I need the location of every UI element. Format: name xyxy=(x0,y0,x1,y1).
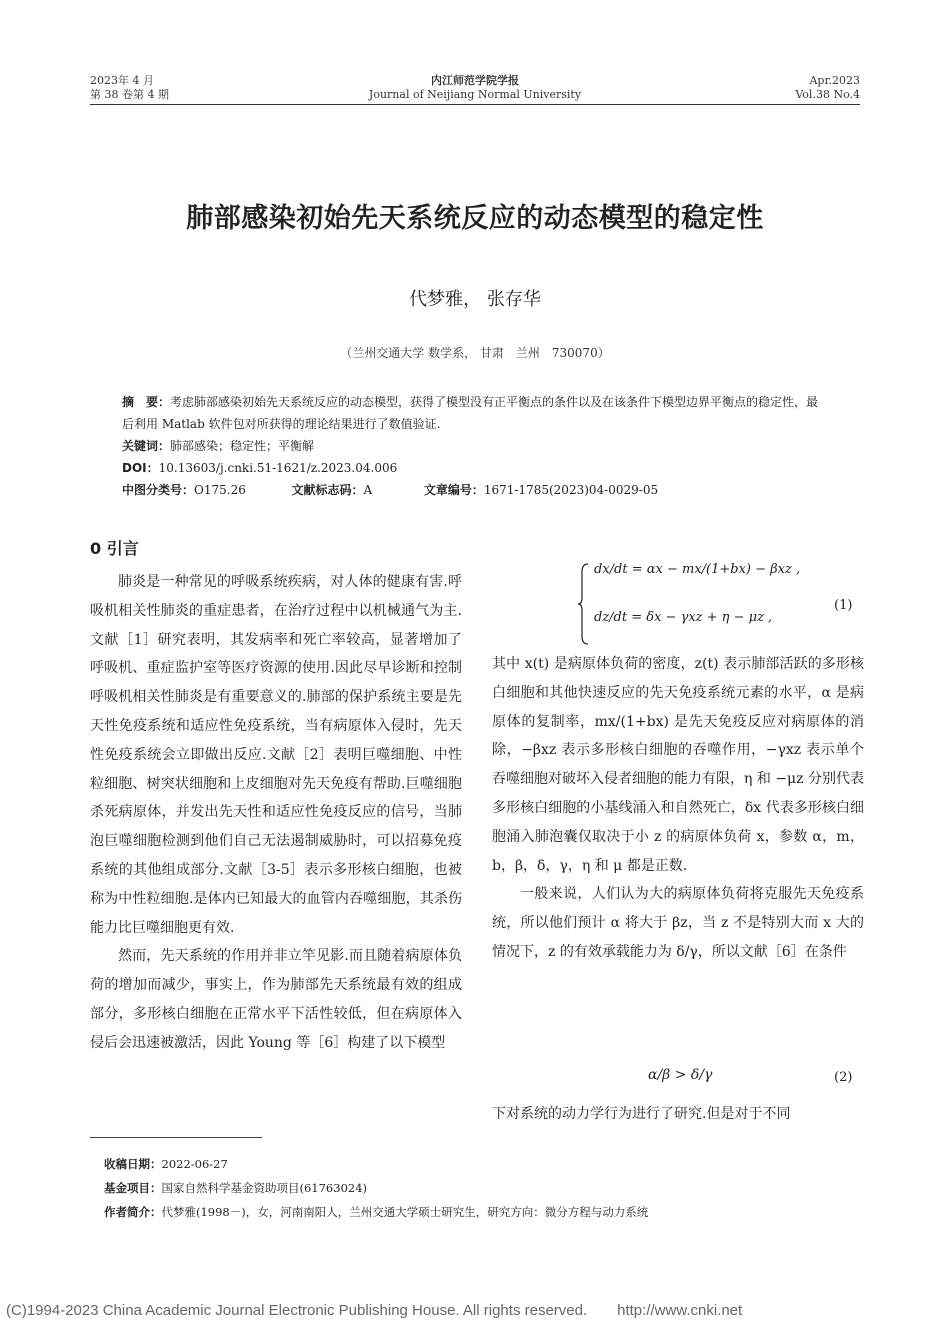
equation-2-number: (2) xyxy=(834,1070,853,1085)
header-rule xyxy=(90,104,860,105)
header-date: 2023年 4 月 xyxy=(90,74,154,87)
assumption-paragraph: 一般来说，人们认为大的病原体负荷将克服先天免疫系统，所以他们预计 α 将大于 βz，当 z 不是特别大而 x 大的情况下，z 的有效承载能力为 δ/γ，所以文献［6］在条件 xyxy=(492,886,864,960)
footnote-rule xyxy=(90,1137,262,1138)
doc-code-label: 文献标志码： xyxy=(291,483,364,497)
fund xyxy=(104,1176,864,1200)
copyright-line: (C)1994-2023 China Academic Journal Electronic Publishing House. All rights reserved. http://www.cnki.net xyxy=(6,1302,743,1319)
received-value: 2022-06-27 xyxy=(161,1157,228,1171)
article-no-label: 文章编号： xyxy=(423,483,484,497)
bio-label: 作者简介： xyxy=(104,1205,162,1219)
abstract-label: 摘 要： xyxy=(122,395,171,409)
keywords-text: 肺部感染；稳定性；平衡解 xyxy=(170,439,315,453)
doc-code-value: A xyxy=(363,483,373,497)
clc-label: 中图分类号： xyxy=(122,483,195,497)
header-volume-en: Vol.38 No.4 xyxy=(795,88,860,101)
definitions-paragraph: 其中 x(t) 是病原体负荷的密度，z(t) 表示肺部活跃的多形核白细胞和其他快速反应的先天免疫系统元素的水平，α 是病原体的复制率，mx/(1+bx) 是先天免疫反应对病原体的消除，−βxz 表示多形核白细胞的吞噬作用，−γxz 表示单个吞噬细胞对破坏入侵者细胞的能力有限，η 和 −μz 分别代表多形核白细胞的小基线涌入和自然死亡，δx 代表多形核白细胞涌入肺泡囊仅取决于小 z 的病原体负荷 x，参数 α，m，b，β，δ，γ，η 和 μ 都是正数. xyxy=(492,656,864,874)
right-column-continued xyxy=(492,1100,864,1129)
brace-icon xyxy=(578,562,590,646)
abstract-block xyxy=(122,391,830,501)
doi-label: DOI： xyxy=(122,461,159,475)
keywords-label: 关键词： xyxy=(122,439,171,453)
section-heading: 0 引言 xyxy=(90,539,139,558)
header-left xyxy=(90,74,169,102)
abstract-text: 考虑肺部感染初始先天系统反应的动态模型，获得了模型没有正平衡点的条件以及在该条件下模型边界平衡点的稳定性，最后利用 Matlab 软件包对所获得的理论结果进行了数值验证. xyxy=(122,395,819,431)
equation-2: α/β > δ/γ xyxy=(648,1067,713,1083)
doi xyxy=(122,457,830,479)
received-label: 收稿日期： xyxy=(104,1157,162,1171)
intro-paragraph-1: 肺炎是一种常见的呼吸系统疾病，对人体的健康有害.呼吸机相关性肺炎的重症患者，在治疗过程中以机械通气为主.文献［1］研究表明，其发病率和死亡率较高，显著增加了呼吸机、重症监护室等医疗资源的使用.因此尽早诊断和控制呼吸机相关性肺炎是有重要意义的.肺部的保护系统主要是先天性免疫系统和适应性免疫系统，当有病原体入侵时，先天性免疫系统会立即做出反应.文献［2］表明巨噬细胞、中性粒细胞、树突状细胞和上皮细胞对先天免疫有帮助.巨噬细胞杀死病原体，并发出先天性和适应性免疫反应的信号，当肺泡巨噬细胞检测到他们自己无法遏制威胁时，可以招募免疫系统的其他组成部分.文献［3-5］表示多形核白细胞，也被称为中性粒细胞.是体内已知最大的血管内吞噬细胞，其杀伤能力比巨噬细胞更有效. xyxy=(90,574,462,936)
paper-title: 肺部感染初始先天系统反应的动态模型的稳定性 xyxy=(186,203,764,234)
classification-row xyxy=(122,479,830,501)
journal-name-en: Journal of Neijiang Normal University xyxy=(368,88,582,101)
footnotes xyxy=(104,1152,864,1224)
equation-1-line-2: dz/dt = δx − γxz + η − μz , xyxy=(594,610,773,625)
equation-1-line-1: dx/dt = αx − mx/(1+bx) − βxz , xyxy=(594,562,801,577)
journal-name-cn: 内江师范学院学报 xyxy=(431,74,519,87)
received-date xyxy=(104,1152,864,1176)
article-no-value: 1671-1785(2023)04-0029-05 xyxy=(483,483,659,497)
header-right xyxy=(795,74,860,102)
equation-1 xyxy=(578,558,878,648)
keywords xyxy=(122,435,830,457)
affiliation: （兰州交通大学 数学系， 甘肃 兰州 730070） xyxy=(340,346,610,360)
abstract xyxy=(122,391,830,435)
authors: 代梦雅， 张存华 xyxy=(409,289,541,310)
intro-paragraph-2: 然而，先天系统的作用并非立竿见影.而且随着病原体负荷的增加而减少，事实上，作为肺部先天系统最有效的组成部分，多形核白细胞在正常水平下活性较低，但在病原体入侵后会迅速被激活，因此 Young 等［6］构建了以下模型 xyxy=(90,948,462,1051)
left-column xyxy=(90,568,462,1058)
clc-value: O175.26 xyxy=(194,483,246,497)
fund-label: 基金项目： xyxy=(104,1181,162,1195)
fund-value: 国家自然科学基金资助项目(61763024) xyxy=(161,1181,368,1195)
right-column xyxy=(492,650,864,967)
header-volume: 第 38 卷第 4 期 xyxy=(90,88,169,101)
doi-text: 10.13603/j.cnki.51-1621/z.2023.04.006 xyxy=(158,461,398,475)
equation-1-number: (1) xyxy=(834,598,853,613)
author-bio xyxy=(104,1200,864,1224)
header-date-en: Apr.2023 xyxy=(809,74,860,87)
continuation-text: 下对系统的动力学行为进行了研究.但是对于不同 xyxy=(492,1106,791,1122)
header-center xyxy=(300,74,650,102)
bio-value: 代梦雅(1998－)，女，河南南阳人，兰州交通大学硕士研究生，研究方向：微分方程与动力系统 xyxy=(161,1205,649,1219)
